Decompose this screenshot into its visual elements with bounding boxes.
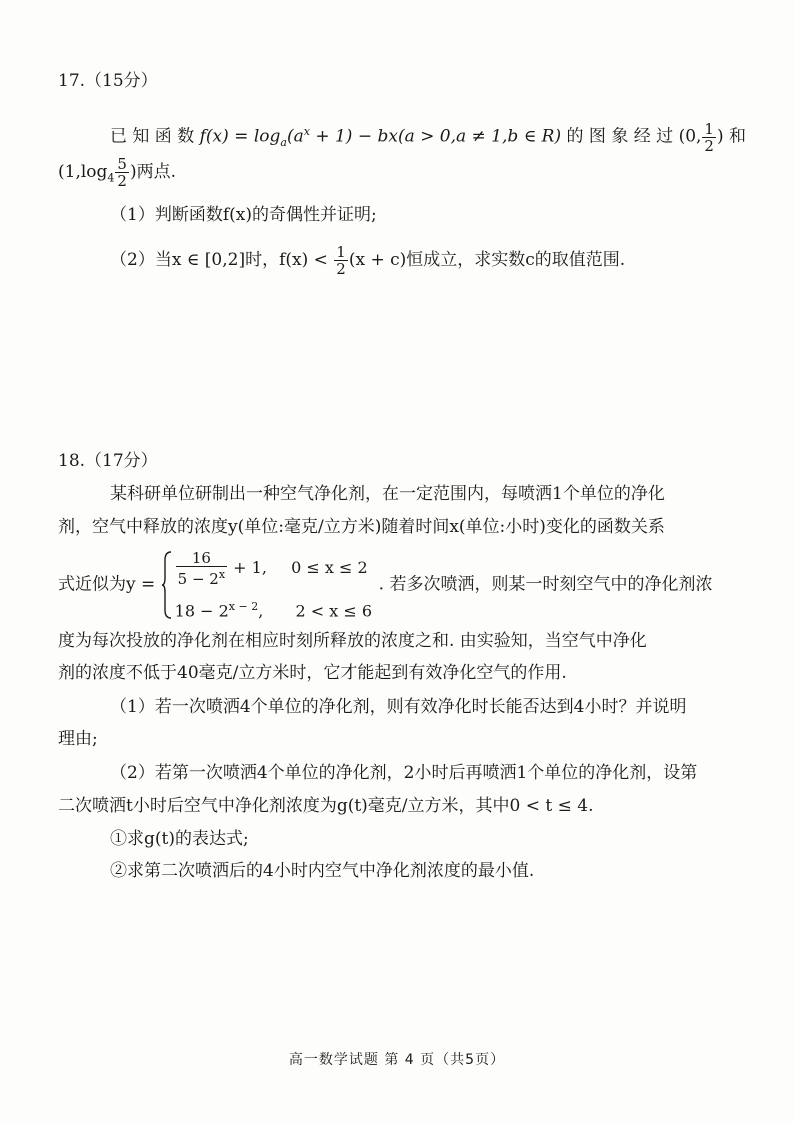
left-brace-icon <box>161 550 173 620</box>
q17-part2-suffix: (x + c)恒成立，求实数c的取值范围. <box>348 250 626 270</box>
q18-case1-domain: 0 ≤ x ≤ 2 <box>291 557 368 577</box>
q17-point1-close: ) <box>716 126 724 147</box>
q18-case1-den-sup: x <box>218 567 226 581</box>
q17-part1: （1）判断函数f(x)的奇偶性并证明; <box>110 205 377 225</box>
q18-case1-den-base: 5 − 2 <box>177 569 219 588</box>
q18-line5: 剂的浓度不低于40毫克/立方米时，它才能起到有效净化空气的作用. <box>58 663 567 683</box>
q18-case1-fraction <box>176 550 227 587</box>
q17-part2-prefix: （2）当x ∈ [0,2]时，f(x) < <box>110 250 334 270</box>
q17-part2-num: 1 <box>336 243 346 261</box>
q18-case1-rest: + 1, <box>228 557 267 577</box>
q17-point1-fraction <box>702 121 716 154</box>
page-footer: 高一数学试题 第 4 页（共5页） <box>288 1052 506 1068</box>
q17-part2-line <box>110 240 625 280</box>
q18-case2 <box>175 598 372 620</box>
q17-point1-open: (0, <box>678 126 702 147</box>
q17-intro-mid: 的 图 象 经 过 <box>566 126 679 147</box>
q18-line3-prefix: 式近似为y = <box>58 574 161 595</box>
q18-case1 <box>175 550 368 587</box>
q17-function-arg-open: (a <box>286 126 304 147</box>
q18-sub2: ②求第二次喷洒后的4小时内空气中净化剂浓度的最小值. <box>110 861 535 881</box>
q18-part2-line1: （2）若第一次喷洒4个单位的净化剂，2小时后再喷洒1个单位的净化剂，设第 <box>110 763 698 783</box>
q18-case2-expr-sup: x − 2 <box>228 599 259 613</box>
q17-point1-num: 1 <box>704 119 714 138</box>
q17-part2-fraction <box>334 244 348 277</box>
q17-function-def: f(x) = log <box>199 126 281 147</box>
q18-line3-suffix: . 若多次喷洒，则某一时刻空气中的净化剂浓 <box>378 574 713 595</box>
q17-point2-base: 4 <box>107 171 115 185</box>
q18-line2: 剂，空气中释放的浓度y(单位:毫克/立方米)随着时间x(单位:小时)变化的函数关系 <box>58 517 665 537</box>
q18-case1-den <box>176 567 227 587</box>
q18-part2-line2: 二次喷洒t小时后空气中净化剂浓度为g(t)毫克/立方米，其中0 < t ≤ 4. <box>58 796 594 816</box>
q17-point2-fraction <box>115 156 129 189</box>
q17-intro-line <box>110 112 747 155</box>
q17-function-base: a <box>280 136 287 150</box>
q18-case2-domain: 2 < x ≤ 6 <box>295 600 373 620</box>
q17-function-arg-sup: x <box>303 125 310 138</box>
q18-line4: 度为每次投放的净化剂在相应时刻所释放的浓度之和. 由实验知，当空气中净化 <box>58 631 647 651</box>
q18-part1-line1: （1）若一次喷洒4个单位的净化剂，则有效净化时长能否达到4小时？并说明 <box>110 697 687 717</box>
q18-header: 18.（17分） <box>58 451 158 471</box>
q17-point2-line <box>58 152 176 192</box>
q17-part2-den: 2 <box>336 260 346 278</box>
q18-piecewise-line <box>58 548 712 620</box>
q18-case2-expr-base: 18 − 2 <box>174 600 229 620</box>
q18-cases <box>175 550 375 620</box>
q17-point2-close: )两点. <box>129 162 176 182</box>
q18-piecewise-function <box>161 550 379 620</box>
q17-point2-den: 2 <box>117 172 127 190</box>
q18-case2-rest: , <box>258 600 264 620</box>
q17-intro-and: 和 <box>723 126 747 147</box>
q18-part1-line2: 理由; <box>58 729 98 749</box>
q17-point2-num: 5 <box>117 155 127 173</box>
q17-function-rest: + 1) − bx(a > 0,a ≠ 1,b ∈ R) <box>309 126 562 147</box>
q17-intro-prefix: 已 知 函 数 <box>110 126 195 147</box>
q17-header: 17.（15分） <box>58 71 158 91</box>
q18-line1: 某科研单位研制出一种空气净化剂，在一定范围内，每喷洒1个单位的净化 <box>110 484 665 504</box>
q18-case1-num: 16 <box>176 550 227 567</box>
q18-sub1: ①求g(t)的表达式; <box>110 829 249 849</box>
q17-point1-den: 2 <box>704 136 714 155</box>
q17-point2-open: (1,log <box>58 162 108 182</box>
